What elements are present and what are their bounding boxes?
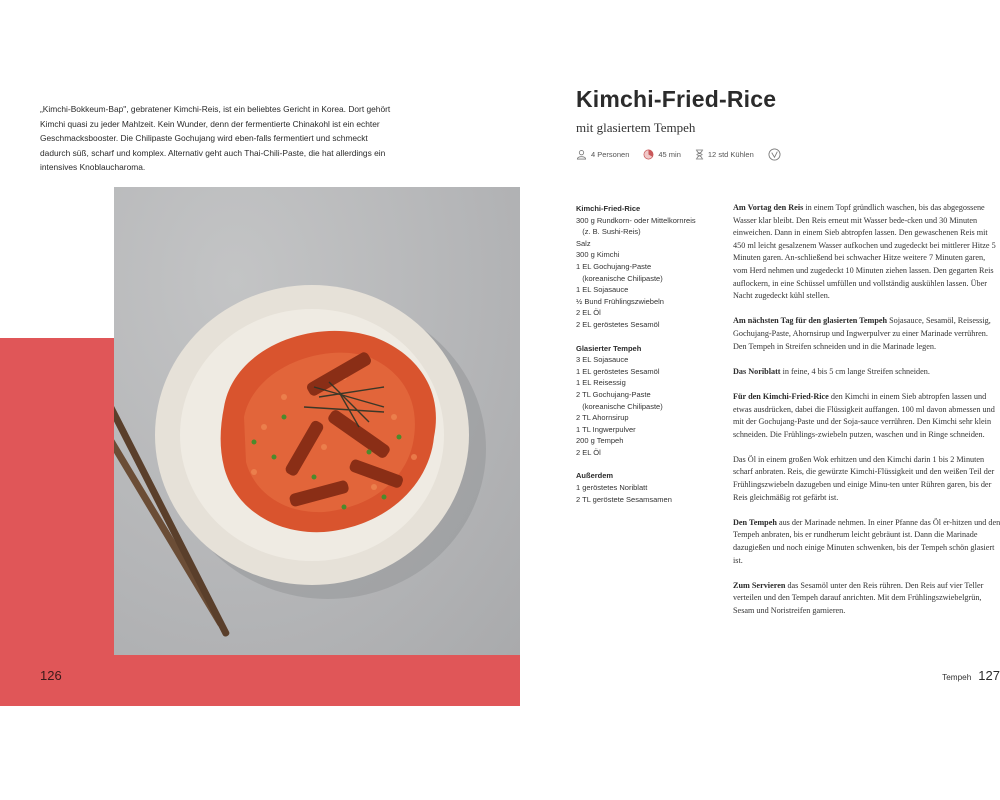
step-text: das Sesamöl unter den Reis rühren. Den Reis auf vier Teller verteilen und den Tempeh darauf anrichten. Mit dem Frühlingszwiebelgrün, Sesam und Noristreifen garnieren. bbox=[733, 580, 984, 615]
ingredients-list bbox=[576, 203, 716, 517]
instruction-step bbox=[733, 391, 1000, 441]
ingredient-item: 300 g Kimchi bbox=[576, 250, 620, 260]
instruction-step bbox=[733, 580, 1000, 618]
ingredient-group bbox=[576, 343, 716, 459]
recipe-title: Kimchi-Fried-Rice bbox=[576, 86, 777, 112]
ingredient-item: 2 TL Ahornsirup bbox=[576, 413, 629, 423]
chill-text: 12 std Kühlen bbox=[707, 150, 754, 159]
instruction-step bbox=[733, 315, 1000, 353]
meta-vegan bbox=[768, 148, 785, 161]
intro-text: „Kimchi-Bokkeum-Bap", gebratener Kimchi-Reis, ist ein beliebtes Gericht in Korea. Dort gehört Kimchi quasi zu jeder Mahlzeit. Kein Wunder, denn der fermentierte Chinakohl ist ein echter Geschmacksbooster. Die Chilipaste Gochujang wird eben-falls fermentiert und schmeckt dadurch süß, scharf und komplex. Alternativ geht auch Thai-Chili-Paste, die hat allerdings ein intensives Knoblaucharoma. bbox=[40, 104, 391, 173]
chapter-label: Tempeh bbox=[942, 673, 972, 682]
hourglass-icon bbox=[695, 149, 704, 160]
meta-chill bbox=[695, 149, 754, 160]
ingredient-item: 1 geröstetes Noriblatt bbox=[576, 483, 648, 493]
ingredient-group bbox=[576, 470, 716, 505]
step-text: in einem Topf gründlich waschen, bis das abgegossene Wasser klar bleibt. Den Reis erneut mit Wasser bede-cken und 30 Minuten einweichen. Dann in einem Sieb abtropfen lassen. Den gewaschenen Reis mit 450 ml leicht gesalzenem Wasser aufkochen und zugedeckt bei mittlerer Hitze 5 Minuten garen. An-schließend bei schwacher Hitze weitere 7 Minuten garen, vom Herd nehmen und zugedeckt 10 Minuten ziehen lassen. Den gegarten Reis auflockern, in eine Schüssel umfüllen und vollständig auskühlen lassen. Über Nacht zugedeckt kühl stellen. bbox=[733, 203, 996, 301]
ingredient-item: (koreanische Chilipaste) bbox=[576, 401, 663, 411]
step-lead: Das Noriblatt bbox=[733, 366, 781, 376]
right-page bbox=[500, 0, 1000, 800]
ingredient-item: 2 TL Gochujang-Paste bbox=[576, 389, 651, 399]
step-text: den Kimchi in einem Sieb abtropfen lassen und etwas ausdrücken, dabei die Flüssigkeit auffangen. 100 ml davon abmessen und mit der Gochujang-Paste und der Soja-sauce verrühren. Den Kimchi sehr klein schneiden. Die Frühlings-zwiebeln putzen, waschen und in Ringe schneiden. bbox=[733, 391, 995, 439]
instruction-step bbox=[733, 202, 1000, 303]
instruction-step bbox=[733, 366, 1000, 379]
step-lead: Für den Kimchi-Fried-Rice bbox=[733, 391, 829, 401]
dish-photo bbox=[114, 187, 520, 655]
ingredient-item: ½ Bund Frühlingszwiebeln bbox=[576, 296, 664, 306]
meta-time bbox=[643, 149, 681, 160]
ingredient-group-heading: Außerdem bbox=[576, 471, 614, 481]
ingredient-item: (z. B. Sushi-Reis) bbox=[576, 227, 641, 237]
kimchi-fried-rice-illustration bbox=[114, 187, 520, 655]
page-number-left: 126 bbox=[40, 668, 62, 683]
time-text: 45 min bbox=[658, 150, 681, 159]
ingredient-group-heading: Kimchi-Fried-Rice bbox=[576, 204, 641, 213]
meta-servings bbox=[576, 149, 629, 160]
step-text: aus der Marinade nehmen. In einer Pfanne das Öl er-hitzen und den Tempeh anbraten, bis er rundherum leicht gebräunt ist. Dann die Marinade dazugießen und noch einige Minuten schwenken, bis der Tempeh schön glasiert ist. bbox=[733, 517, 1000, 565]
ingredient-group bbox=[576, 203, 716, 331]
ingredient-item: 2 TL geröstete Sesamsamen bbox=[576, 494, 672, 504]
instruction-step bbox=[733, 454, 1000, 504]
ingredient-item: 2 EL Öl bbox=[576, 447, 601, 457]
instructions bbox=[733, 202, 1000, 630]
ingredient-item: 1 EL Reisessig bbox=[576, 378, 626, 388]
step-lead: Zum Servieren bbox=[733, 580, 786, 590]
recipe-meta bbox=[576, 148, 799, 161]
ingredient-group-heading: Glasierter Tempeh bbox=[576, 343, 642, 353]
ingredient-item: 1 EL Sojasauce bbox=[576, 285, 629, 295]
servings-text: 4 Personen bbox=[591, 150, 630, 159]
step-lead: Am Vortag den Reis bbox=[733, 203, 804, 212]
ingredient-item: 1 TL Ingwerpulver bbox=[576, 424, 636, 434]
ingredient-item: 1 EL Gochujang-Paste bbox=[576, 261, 652, 271]
ingredient-item: 2 EL Öl bbox=[576, 308, 601, 318]
person-icon bbox=[576, 149, 587, 160]
ingredient-item: 2 EL geröstetes Sesamöl bbox=[576, 319, 660, 329]
clock-pie-icon bbox=[643, 149, 654, 160]
right-footer bbox=[942, 668, 1000, 683]
step-lead: Am nächsten Tag für den glasierten Tempeh bbox=[733, 316, 888, 326]
step-text: in feine, 4 bis 5 cm lange Streifen schneiden. bbox=[780, 366, 930, 376]
recipe-subtitle: mit glasiertem Tempeh bbox=[576, 120, 696, 135]
ingredient-item: 300 g Rundkorn- oder Mittelkornreis bbox=[576, 215, 696, 225]
ingredient-item: Salz bbox=[576, 238, 591, 248]
ingredient-item: (koreanische Chilipaste) bbox=[576, 273, 663, 283]
ingredient-item: 1 EL geröstetes Sesamöl bbox=[576, 366, 660, 376]
ingredient-item: 3 EL Sojasauce bbox=[576, 355, 629, 365]
vegan-icon bbox=[768, 148, 781, 161]
step-text: Sojasauce, Sesamöl, Reisessig, Gochujang-Paste, Ahornsirup und Ingwerpulver zu einer Marinade verrühren. Den Tempeh in Streifen schneiden und in die Marinade legen. bbox=[733, 316, 991, 351]
page-number-right: 127 bbox=[978, 668, 1000, 683]
step-lead: Den Tempeh bbox=[733, 517, 777, 527]
step-text: Das Öl in einem großen Wok erhitzen und den Kimchi darin 1 bis 2 Minuten scharf anbraten. Reis, die gewürzte Kimchi-Flüssigkeit und den weißen Teil der Frühlingszwiebeln dazugeben und einige Minu-ten unter Rühren garen, bis der Reis gleichmäßig rot gefärbt ist. bbox=[733, 454, 995, 502]
instruction-step bbox=[733, 517, 1000, 567]
ingredient-item: 200 g Tempeh bbox=[576, 436, 624, 446]
